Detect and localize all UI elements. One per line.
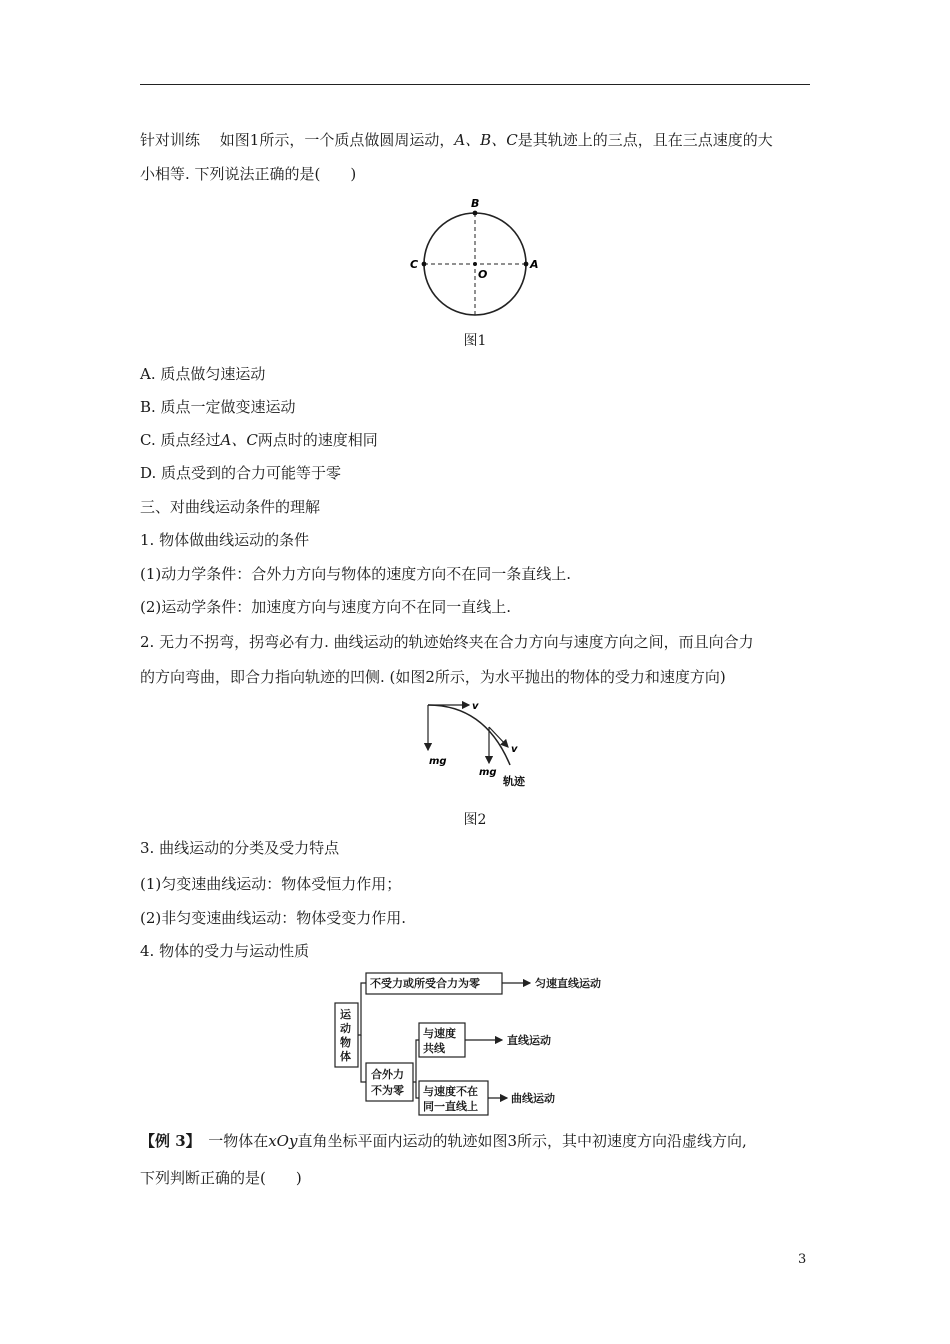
- svg-text:同一直线上: 同一直线上: [423, 1100, 478, 1113]
- svg-text:mg: mg: [429, 756, 447, 767]
- label-o: O: [478, 268, 488, 281]
- section-3-heading: 三、对曲线运动条件的理解: [140, 498, 321, 516]
- force-motion-flowchart: [330, 968, 620, 1120]
- label-a: A: [530, 258, 539, 271]
- svg-text:轨迹: 轨迹: [503, 775, 525, 788]
- page-number: 3: [798, 1252, 807, 1267]
- intro-line-1: 针对训练 如图1所示，一个质点做圆周运动，A、B、C是其轨迹上的三点，且在三点速度的大: [140, 131, 773, 149]
- section-3-p2-line-2: 的方向弯曲，即合力指向轨迹的凹侧. (如图2所示，为水平抛出的物体的受力和速度方向): [140, 668, 726, 686]
- point-a: [524, 262, 529, 267]
- option-d: D. 质点受到的合力可能等于零: [140, 464, 342, 482]
- figure-1-circle: [405, 192, 550, 332]
- intro-line-2: 小相等. 下列说法正确的是( ): [140, 165, 357, 183]
- option-a: A. 质点做匀速运动: [140, 365, 266, 383]
- example-3-line-2: 下列判断正确的是( ): [140, 1169, 302, 1187]
- figure-2-caption: 图2: [463, 812, 487, 828]
- intro-label: 针对训练: [140, 131, 201, 149]
- svg-text:共线: 共线: [423, 1042, 445, 1055]
- section-3-p1-2: (2)运动学条件：加速度方向与速度方向不在同一直线上.: [140, 598, 512, 616]
- option-c: C. 质点经过A、C两点时的速度相同: [140, 431, 378, 449]
- section-3-p3: 3. 曲线运动的分类及受力特点: [140, 839, 340, 857]
- svg-text:体: 体: [340, 1050, 351, 1063]
- label-c: C: [410, 258, 419, 271]
- svg-text:v: v: [472, 701, 479, 712]
- section-3-p1: 1. 物体做曲线运动的条件: [140, 531, 310, 549]
- svg-text:物: 物: [340, 1036, 351, 1049]
- example-3-line-1: 【例 3】 一物体在xOy直角坐标平面内运动的轨迹如图3所示，其中初速度方向沿虚线方向,: [140, 1132, 747, 1150]
- section-3-p3-1: (1)匀变速曲线运动：物体受恒力作用；: [140, 875, 402, 893]
- header-rule: [140, 84, 810, 85]
- svg-text:不受力或所受合力为零: 不受力或所受合力为零: [370, 977, 480, 990]
- svg-text:合外力: 合外力: [371, 1068, 404, 1081]
- svg-text:mg: mg: [479, 767, 497, 778]
- point-c: [422, 262, 427, 267]
- point-b: [473, 211, 478, 216]
- section-3-p3-2: (2)非匀变速曲线运动：物体受变力作用.: [140, 909, 407, 927]
- section-3-p1-1: (1)动力学条件：合外力方向与物体的速度方向不在同一条直线上.: [140, 565, 572, 583]
- section-3-p2-line-1: 2. 无力不拐弯，拐弯必有力. 曲线运动的轨迹始终夹在合力方向与速度方向之间，而且向合力: [140, 633, 754, 651]
- figure-1-caption: 图1: [463, 333, 487, 349]
- figure-2-projectile: [415, 697, 550, 797]
- svg-text:v: v: [511, 744, 518, 755]
- point-o: [473, 262, 477, 266]
- svg-text:与速度不在: 与速度不在: [423, 1085, 478, 1098]
- svg-text:与速度: 与速度: [423, 1027, 456, 1040]
- section-3-p4: 4. 物体的受力与运动性质: [140, 942, 310, 960]
- example-tag: 【例 3】: [140, 1132, 194, 1150]
- label-b: B: [471, 197, 480, 210]
- option-b: B. 质点一定做变速运动: [140, 398, 296, 416]
- svg-text:直线运动: 直线运动: [507, 1034, 551, 1047]
- svg-text:不为零: 不为零: [371, 1084, 404, 1097]
- svg-text:运: 运: [340, 1008, 351, 1021]
- svg-text:曲线运动: 曲线运动: [511, 1092, 555, 1105]
- svg-text:匀速直线运动: 匀速直线运动: [535, 977, 601, 990]
- svg-text:动: 动: [340, 1022, 351, 1035]
